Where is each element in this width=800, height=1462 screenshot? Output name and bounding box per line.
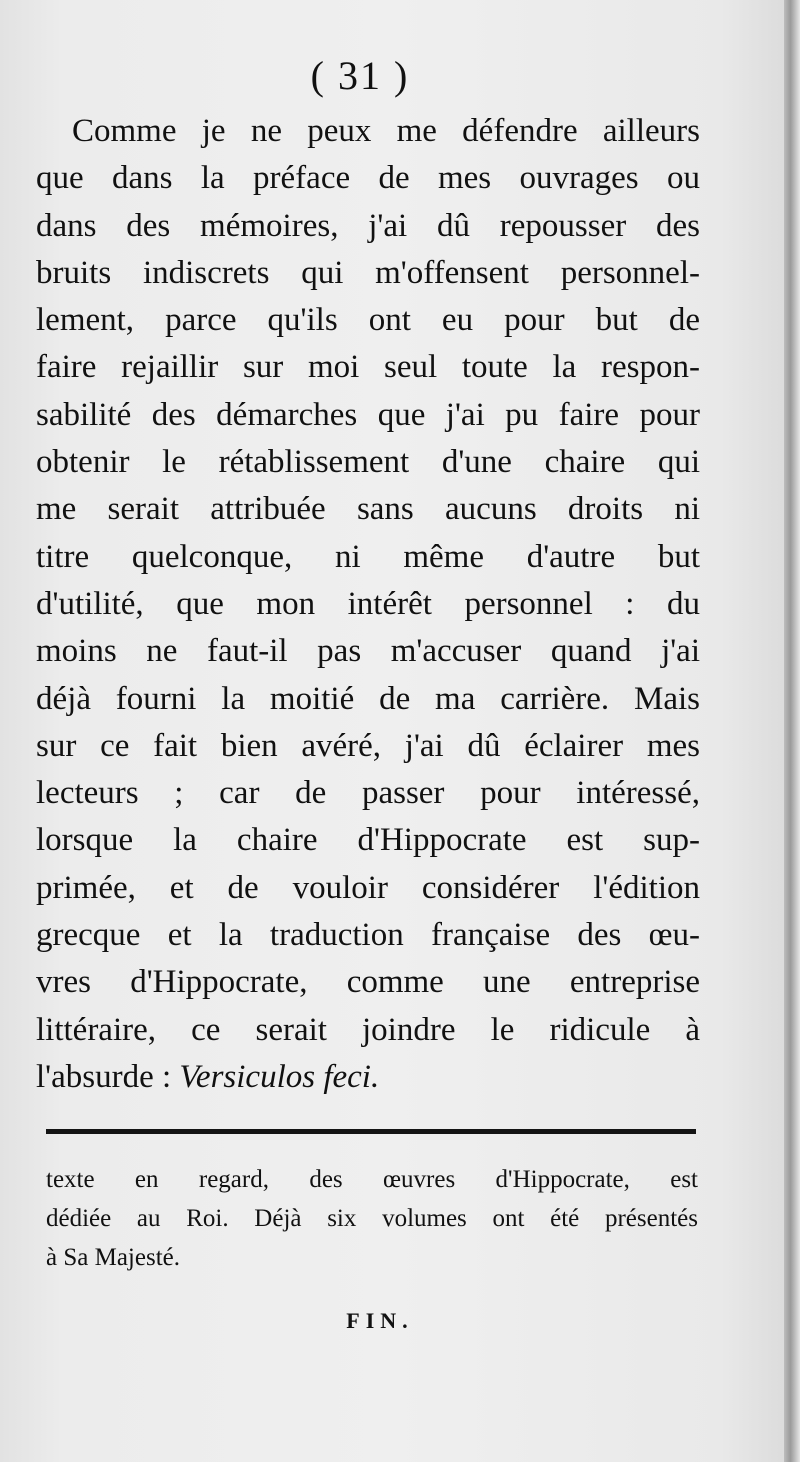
text-line: bruits indiscrets qui m'offensent personnel- (36, 254, 700, 291)
footnote-divider (46, 1129, 696, 1134)
text-line: littéraire, ce serait joindre le ridicule à (36, 1011, 700, 1048)
text-line: Comme je ne peux me défendre ailleurs (72, 113, 700, 149)
italic-quote: Versiculos feci. (179, 1058, 380, 1095)
text-line: dans des mémoires, j'ai dû repousser des (36, 207, 700, 244)
text-line: que dans la préface de mes ouvrages ou (36, 160, 700, 197)
text-line: obtenir le rétablissement d'une chaire qui (36, 444, 700, 481)
text-line-last-prefix: l'absurde : (36, 1058, 180, 1095)
text-line: lorsque la chaire d'Hippocrate est sup- (36, 822, 700, 859)
text-line: me serait attribuée sans aucuns droits ni (36, 491, 700, 528)
fin-marker: FIN. (346, 1308, 414, 1333)
body-paragraph (36, 108, 700, 1101)
text-line: d'utilité, que mon intérêt personnel : du (36, 585, 700, 622)
text-line: primée, et de vouloir considérer l'édition (36, 869, 700, 906)
text-line: grecque et la traduction française des œu- (36, 917, 700, 954)
text-line: moins ne faut-il pas m'accuser quand j'ai (36, 633, 700, 670)
page-edge-shadow (784, 0, 800, 1462)
footnote (46, 1160, 698, 1277)
text-line: vres d'Hippocrate, comme une entreprise (36, 964, 700, 1001)
footnote-line: dédiée au Roi. Déjà six volumes ont été présentés (46, 1205, 698, 1232)
footnote-line: texte en regard, des œuvres d'Hippocrate, est (46, 1166, 698, 1193)
text-line: déjà fourni la moitié de ma carrière. Mais (36, 680, 700, 717)
text-line-last (36, 1054, 700, 1101)
text-line: lement, parce qu'ils ont eu pour but de (36, 302, 700, 339)
text-line: sabilité des démarches que j'ai pu faire pour (36, 396, 700, 433)
text-line: titre quelconque, ni même d'autre but (36, 538, 700, 575)
text-line: lecteurs ; car de passer pour intéressé, (36, 775, 700, 812)
text-line: faire rejaillir sur moi seul toute la respon- (36, 349, 700, 386)
text-line: sur ce fait bien avéré, j'ai dû éclairer mes (36, 727, 700, 764)
page-number: ( 31 ) (310, 53, 410, 98)
footnote-line: à Sa Majesté. (46, 1244, 180, 1271)
